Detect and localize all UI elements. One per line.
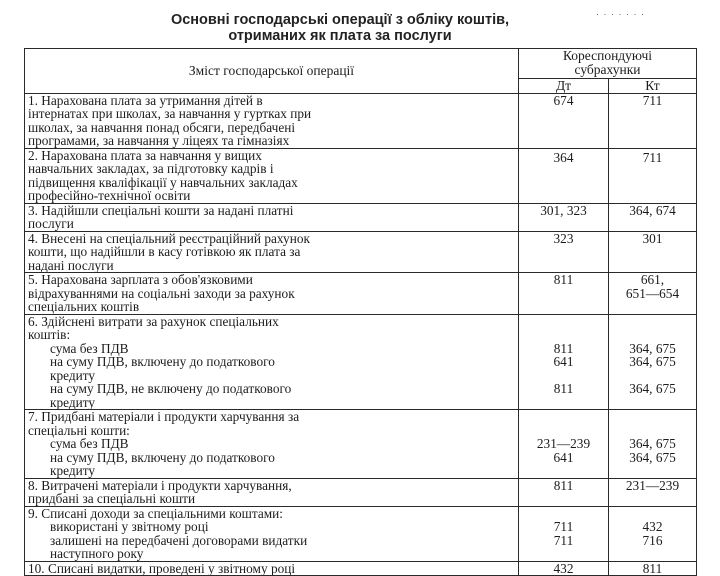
row-7-kt — [609, 410, 697, 479]
row-text-line: відрахуваннями на соціальні заходи за рахунок — [28, 285, 295, 301]
row-text-line: 8. Витрачені матеріали і продукти харчування, — [28, 478, 292, 493]
row-subitem-line: кредиту — [50, 394, 96, 410]
row-6-description — [25, 314, 519, 410]
header-corr-line-2: субрахунки — [574, 62, 641, 77]
row-6-kt-value: 364, 675 — [629, 354, 676, 369]
row-subitem-line: залишені на передбачені договорами видатки — [50, 532, 308, 548]
row-5-description — [25, 273, 519, 315]
table-row-8 — [25, 478, 697, 506]
row-heading-line: 9. Списані доходи за спеціальними коштами: — [28, 506, 283, 521]
row-6-dt-value: 641 — [553, 354, 574, 369]
row-7-dt-value: 231—239 — [536, 436, 591, 451]
title-line-2: отриманих як плата за послуги — [228, 28, 452, 44]
row-subitem-line: кредиту — [50, 463, 96, 478]
row-subitem-line: кредиту — [50, 367, 96, 383]
row-text-line: професійно-технічної освіти — [28, 188, 191, 203]
row-10-description — [25, 561, 519, 576]
row-text-line: надані послуги — [28, 257, 114, 273]
row-7-dt-value: 641 — [553, 449, 574, 465]
row-text-line: придбані за спеціальні кошти — [28, 491, 196, 506]
row-2-dt-value: 364 — [553, 149, 574, 165]
row-2-description — [25, 148, 519, 203]
row-8-description — [25, 478, 519, 506]
row-text-line: 3. Надійшли спеціальні кошти за надані платні — [28, 203, 294, 218]
row-heading-line: коштів: — [28, 327, 71, 342]
row-text-line: програмами, за навчання у ліцеях та гімназіях — [28, 133, 290, 148]
row-subitem-line: на суму ПДВ, не включену до податкового — [50, 381, 292, 396]
row-6-kt — [609, 314, 697, 410]
row-10-dt: 432 — [519, 561, 609, 576]
row-2-dt — [519, 148, 609, 203]
row-1-kt: 711 — [609, 93, 697, 148]
row-5-kt — [609, 273, 697, 315]
document-title — [120, 12, 560, 44]
table-row-10 — [25, 561, 697, 576]
row-9-dt — [519, 506, 609, 561]
row-text-line: школах, за навчання понад обсяги, передбачені — [28, 119, 296, 135]
row-4-description — [25, 231, 519, 273]
row-6-dt-value: 811 — [553, 340, 574, 356]
row-4-dt: 323 — [519, 231, 609, 273]
row-8-kt: 231—239 — [609, 478, 697, 506]
table-row-4 — [25, 231, 697, 273]
row-4-kt: 301 — [609, 231, 697, 273]
table-row-3 — [25, 203, 697, 231]
row-10-kt: 811 — [609, 561, 697, 576]
row-7-dt — [519, 410, 609, 479]
row-9-kt — [609, 506, 697, 561]
operations-table — [24, 48, 697, 576]
header-description: Зміст господарської операції — [25, 49, 519, 94]
row-text-line: 5. Нарахована зарплата з обов'язковими — [28, 272, 253, 287]
row-subitem-line: наступного року — [50, 546, 144, 561]
table-row-9 — [25, 506, 697, 561]
row-text-line: 4. Внесені на спеціальний реєстраційний рахунок — [28, 231, 310, 246]
table-row-2 — [25, 148, 697, 203]
row-subitem-line: на суму ПДВ, включену до податкового — [50, 354, 275, 369]
table-row-1 — [25, 93, 697, 148]
header-corresponding-accounts — [519, 49, 697, 79]
title-line-1: Основні господарські операції з обліку коштів, — [170, 12, 510, 28]
row-5-kt-line-2: 651—654 — [625, 285, 680, 301]
row-7-kt-value: 364, 675 — [629, 449, 676, 465]
row-subitem-line: сума без ПДВ — [50, 340, 129, 356]
row-6-dt — [519, 314, 609, 410]
row-9-dt-value: 711 — [553, 519, 574, 534]
row-8-dt: 811 — [519, 478, 609, 506]
row-6-kt-value: 364, 675 — [629, 381, 676, 396]
row-text-line: спеціальних коштів — [28, 299, 140, 314]
table-row-7 — [25, 410, 697, 479]
row-9-dt-value: 711 — [553, 532, 574, 548]
table-row-6 — [25, 314, 697, 410]
row-7-kt-value: 364, 675 — [629, 436, 676, 451]
row-5-dt: 811 — [519, 273, 609, 315]
row-9-kt-value: 432 — [642, 519, 663, 534]
header-dt: Дт — [519, 79, 609, 94]
row-subitem-line: використані у звітному році — [50, 519, 209, 534]
row-2-kt-value: 711 — [642, 149, 663, 165]
row-heading-line: 6. Здійснені витрати за рахунок спеціальних — [28, 314, 279, 329]
row-text-line: навчальних закладах, за підготовку кадрів і — [28, 161, 274, 176]
header-kt: Кт — [609, 79, 697, 94]
header-corr-line-1: Кореспондуючі — [562, 48, 653, 63]
row-6-kt-value: 364, 675 — [629, 340, 676, 356]
row-3-dt: 301, 323 — [519, 203, 609, 231]
row-6-dt-value: 811 — [553, 381, 574, 396]
row-heading-line: 7. Придбані матеріали і продукти харчування за — [28, 409, 300, 424]
header-row — [25, 49, 697, 79]
table-row-5 — [25, 273, 697, 315]
row-text-line: кошти, що надійшли в касу готівкою як плата за — [28, 244, 301, 259]
row-heading-line: спеціальні кошти: — [28, 422, 130, 438]
row-text-line: 2. Нарахована плата за навчання у вищих — [28, 148, 262, 163]
row-text-line: 1. Нарахована плата за утримання дітей в — [28, 93, 263, 108]
corner-note: · · · · · · · — [596, 9, 645, 19]
row-subitem-line: на суму ПДВ, включену до податкового — [50, 449, 275, 465]
row-1-description — [25, 93, 519, 148]
row-2-kt — [609, 148, 697, 203]
row-text-line: інтернатах при школах, за навчання у гуртках при — [28, 106, 312, 121]
row-3-kt: 364, 674 — [609, 203, 697, 231]
row-text-line: підвищення кваліфікації у навчальних закладах — [28, 174, 298, 190]
row-9-description — [25, 506, 519, 561]
row-subitem-line: сума без ПДВ — [50, 436, 129, 451]
row-5-kt-line-1: 661, — [640, 272, 665, 287]
row-1-dt: 674 — [519, 93, 609, 148]
row-9-kt-value: 716 — [642, 532, 663, 548]
row-text-line: послуги — [28, 216, 74, 231]
row-3-description — [25, 203, 519, 231]
row-text-line: 10. Списані видатки, проведені у звітному році — [28, 561, 296, 576]
row-7-description — [25, 410, 519, 479]
